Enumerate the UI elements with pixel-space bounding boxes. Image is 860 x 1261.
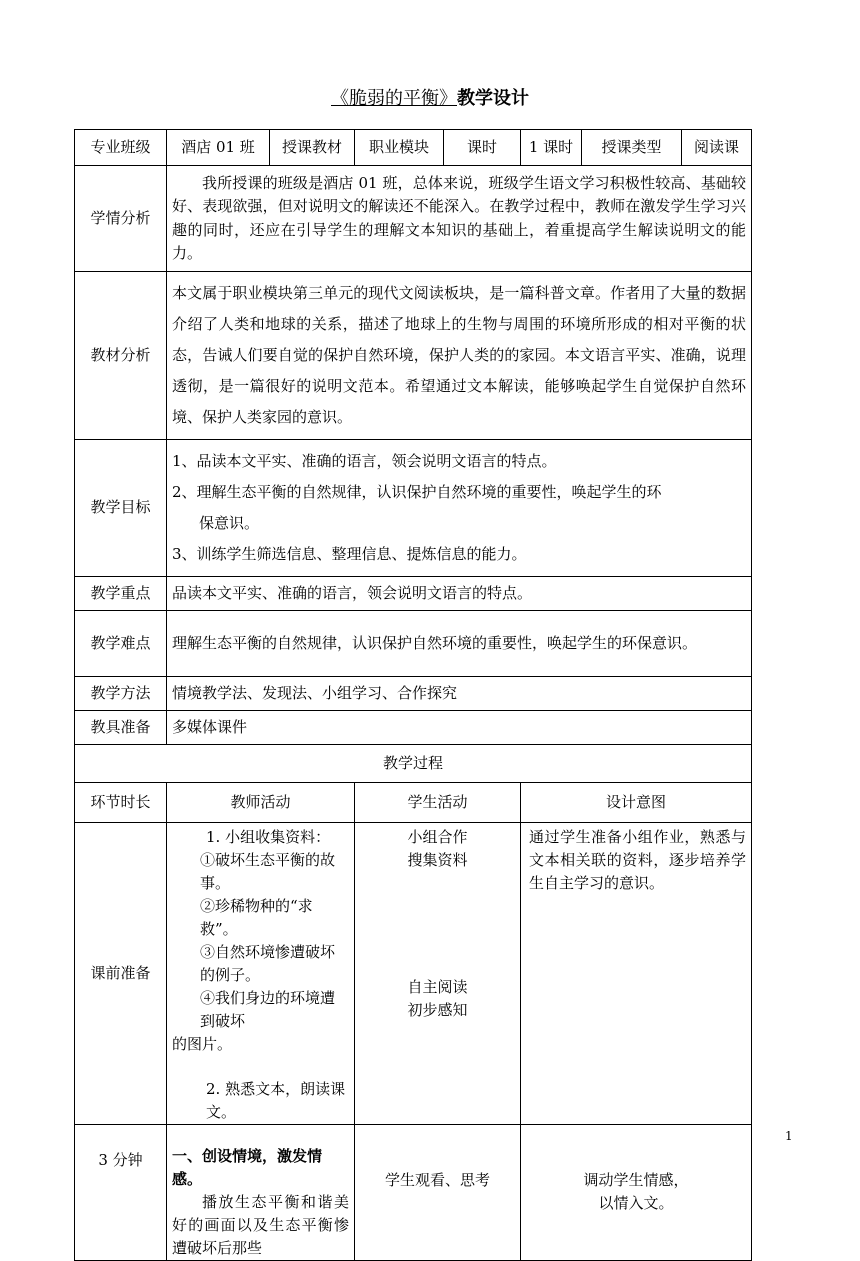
row-content (167, 440, 752, 577)
row-content: 本文属于职业模块第三单元的现代文阅读板块，是一篇科普文章。作者用了大量的数据介绍了人类和地球的关系，描述了地球上的生物与周围的环境所形成的相对平衡的状态，告诫人们要自觉的保护自然环境，保护人类的的家园。本文语言平实、准确，说理透彻，是一篇很好的说明文范本。希望通过文本解读，能够唤起学生自觉保护自然环境、保护人类家园的意识。 (167, 272, 752, 440)
activity-line: ①破坏生态平衡的故事。 (200, 851, 336, 892)
row-label: 教学重点 (75, 577, 167, 611)
student-activity: 学生观看、思考 (355, 1125, 521, 1261)
row-label: 3 分钟 (75, 1125, 167, 1261)
row-step1 (75, 1125, 752, 1261)
header-cell: 职业模块 (355, 130, 444, 166)
row-content: 我所授课的班级是酒店 01 班，总体来说，班级学生语文学习积极性较高、基础较好、表现欲强，但对说明文的解读还不能深入。在教学过程中，教师在激发学生学习兴趣的同时，还应在引导学生的理解文本知识的基础上，着重提高学生解读说明文的能力。 (167, 166, 752, 272)
teacher-activity (167, 823, 355, 1125)
intent-line: 以情入文。 (598, 1194, 674, 1212)
activity-line: 初步感知 (407, 1001, 468, 1019)
title-suffix: 教学设计 (457, 88, 529, 109)
process-header-row (75, 783, 752, 823)
row-label: 课前准备 (75, 823, 167, 1125)
header-cell: 课时 (444, 130, 521, 166)
process-title: 教学过程 (75, 745, 752, 783)
header-cell: 阅读课 (682, 130, 752, 166)
activity-line: 播放生态平衡和谐美好的画面以及生态平衡惨遭破坏后那些 (172, 1193, 349, 1257)
intent-line: 调动学生情感， (583, 1171, 689, 1189)
row-label: 学情分析 (75, 166, 167, 272)
activity-line: 小组合作 (407, 828, 468, 846)
activity-line: ④我们身边的环境遭到破坏 (200, 989, 336, 1030)
row-fangfa (75, 677, 752, 711)
activity-line: 搜集资料 (407, 851, 468, 869)
activity-line: 2. 熟悉文本，朗读课文。 (206, 1080, 346, 1121)
activity-line: 1. 小组收集资料： (206, 828, 331, 846)
page-title (0, 84, 860, 110)
header-cell: 授课类型 (582, 130, 682, 166)
design-intent: 通过学生准备小组作业，熟悉与文本相关联的资料，逐步培养学生自主学习的意识。 (521, 823, 752, 1125)
goal-item: 保意识。 (199, 514, 260, 532)
row-label: 教学方法 (75, 677, 167, 711)
goal-item: 3、训练学生筛选信息、整理信息、提炼信息的能力。 (172, 545, 527, 563)
goal-item: 1、品读本文平实、准确的语言，领会说明文语言的特点。 (172, 452, 557, 470)
activity-line: ②珍稀物种的“求救”。 (200, 897, 313, 938)
design-intent (521, 1125, 752, 1261)
header-cell: 1 课时 (521, 130, 582, 166)
row-label: 教学难点 (75, 611, 167, 677)
row-label: 教材分析 (75, 272, 167, 440)
process-header: 教师活动 (167, 783, 355, 823)
teacher-activity (167, 1125, 355, 1261)
row-mubiao (75, 440, 752, 577)
row-jiaocai (75, 272, 752, 440)
row-nandian (75, 611, 752, 677)
row-xueqing (75, 166, 752, 272)
row-content: 品读本文平实、准确的语言，领会说明文语言的特点。 (167, 577, 752, 611)
lesson-plan-table (74, 129, 752, 1261)
row-content: 多媒体课件 (167, 711, 752, 745)
header-cell: 专业班级 (75, 130, 167, 166)
activity-line: ③自然环境惨遭破坏的例子。 (200, 943, 336, 984)
activity-line: 自主阅读 (407, 978, 468, 996)
row-content: 情境教学法、发现法、小组学习、合作探究 (167, 677, 752, 711)
student-activity (355, 823, 521, 1125)
row-zhunbei (75, 711, 752, 745)
goal-item: 2、理解生态平衡的自然规律，认识保护自然环境的重要性，唤起学生的环 (172, 483, 662, 501)
process-header: 设计意图 (521, 783, 752, 823)
process-header: 学生活动 (355, 783, 521, 823)
row-zhongdian (75, 577, 752, 611)
process-title-row (75, 745, 752, 783)
step-heading: 一、创设情境，激发情感。 (172, 1147, 323, 1188)
row-label: 教具准备 (75, 711, 167, 745)
process-header: 环节时长 (75, 783, 167, 823)
header-cell: 酒店 01 班 (167, 130, 270, 166)
title-book: 《脆弱的平衡》 (331, 88, 457, 109)
row-content: 理解生态平衡的自然规律，认识保护自然环境的重要性，唤起学生的环保意识。 (167, 611, 752, 677)
header-row (75, 130, 752, 166)
row-label: 教学目标 (75, 440, 167, 577)
activity-line: 的图片。 (172, 1035, 233, 1053)
page-number: 1 (785, 1129, 793, 1143)
header-cell: 授课教材 (270, 130, 355, 166)
row-kqzb (75, 823, 752, 1125)
